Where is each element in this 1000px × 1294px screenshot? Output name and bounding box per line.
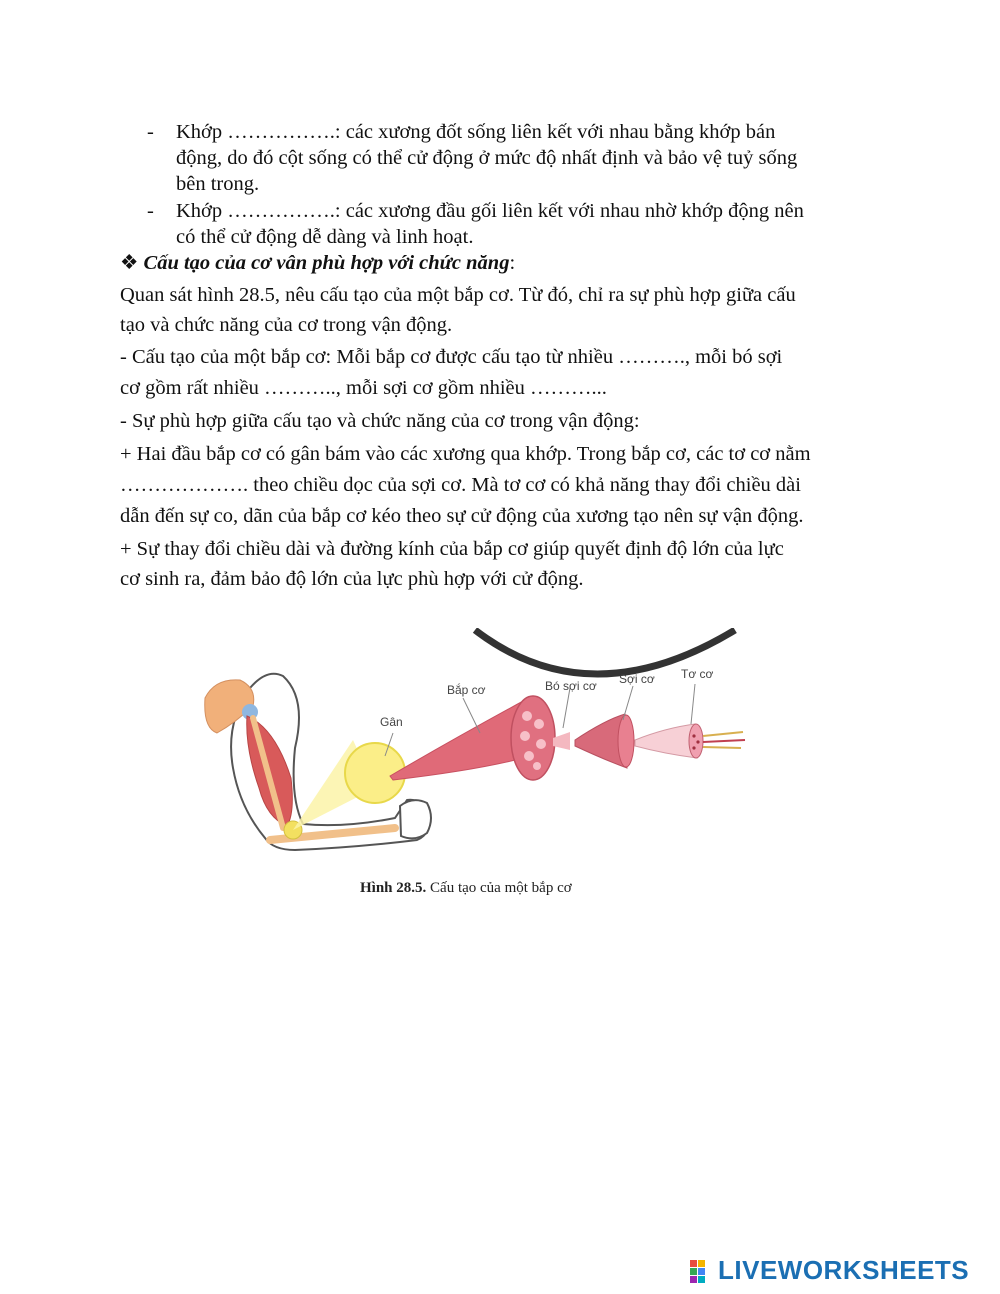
fascicle-dot (534, 719, 544, 729)
bullet-1-marker: - (147, 121, 154, 143)
intro-line-1: Quan sát hình 28.5, nêu cấu tạo của một bắp cơ. Từ đó, chỉ ra sự phù hợp giữa cấu (120, 284, 796, 306)
bullet-1-line-1: Khớp …………….: các xương đốt sống liên kết với nhau bằng khớp bán (176, 121, 776, 143)
label-gan: Gân (380, 715, 403, 729)
label-bo-soi-co: Bó sợi cơ (545, 679, 597, 693)
section-heading-text: Cấu tạo của cơ vân phù hợp với chức năng (143, 252, 510, 274)
fit-point-2-line-2: cơ sinh ra, đảm bảo độ lớn của lực phù hợp với cử động. (120, 568, 584, 590)
liveworksheets-logo (688, 1253, 988, 1287)
muscle-structure-figure (195, 628, 770, 863)
label-to-co: Tơ cơ (681, 667, 714, 681)
bullet-1-line-3: bên trong. (176, 173, 260, 195)
myofilament (703, 747, 741, 748)
myofibril-dot (696, 740, 699, 743)
bullet-1-line-2: động, do đó cột sống có thể cử động ở mức độ nhất định và bảo vệ tuỷ sống (176, 147, 798, 169)
label-line-bap-co (463, 698, 480, 733)
figure-caption (360, 880, 572, 897)
fit-point-1-line-2: ………………. theo chiều dọc của sợi cơ. Mà tơ cơ có khả năng thay đổi chiều dài (120, 474, 801, 496)
liveworksheets-logo-text: LIVEWORKSHEETS (718, 1255, 970, 1285)
fit-point-1-line-1: + Hai đầu bắp cơ có gân bám vào các xương qua khớp. Trong bắp cơ, các tơ cơ nằm (120, 443, 811, 465)
myofilament (703, 732, 743, 736)
myofibril-dot (692, 746, 695, 749)
bullet-2-line-2: có thể cử động dễ dàng và linh hoạt. (176, 226, 474, 248)
muscle-structure-illustration (195, 628, 770, 863)
label-line-soi-co (623, 686, 633, 720)
bullet-2-line-1: Khớp …………….: các xương đầu gối liên kết với nhau nhờ khớp động nên (176, 200, 804, 222)
liveworksheets-logo-icon (688, 1253, 714, 1287)
fascicle-end (618, 715, 634, 767)
fiber-end (689, 724, 703, 758)
myofibril-dot (692, 734, 695, 737)
label-soi-co: Sợi cơ (619, 672, 655, 686)
section-heading-colon: : (509, 252, 516, 274)
fascicle-dot (533, 762, 541, 770)
label-line-to-co (691, 684, 695, 724)
label-line-bo-soi-co (563, 688, 570, 728)
myofilament (703, 740, 745, 742)
figure-caption-number: Hình 28.5. (360, 880, 427, 896)
fit-point-1-line-3: dẫn đến sự co, dãn của bắp cơ kéo theo sự cử động của xương tạo nên sự vận động. (120, 505, 804, 527)
bullet-2-marker: - (147, 200, 154, 222)
muscle-cross-section (511, 696, 555, 780)
label-bap-co: Bắp cơ (447, 683, 486, 697)
fit-point-2-line-1: + Sự thay đổi chiều dài và đường kính của bắp cơ giúp quyết định độ lớn của lực (120, 538, 784, 560)
fascicle-dot (520, 731, 530, 741)
muscle-fiber (635, 724, 697, 758)
fascicle-dot (524, 751, 534, 761)
fascicle-dot (522, 711, 532, 721)
structure-line-1: - Cấu tạo của một bắp cơ: Mỗi bắp cơ được cấu tạo từ nhiều ………., mỗi bó sợi (120, 346, 783, 368)
figure-caption-text: Cấu tạo của một bắp cơ (426, 880, 572, 896)
fist-icon (400, 800, 431, 838)
section-symbol: ❖ (120, 252, 139, 274)
section-heading (120, 250, 515, 276)
intro-line-2: tạo và chức năng của cơ trong vận động. (120, 314, 453, 336)
structure-line-2: cơ gồm rất nhiều ……….., mỗi sợi cơ gồm nhiều ………... (120, 377, 607, 399)
fit-intro-line: - Sự phù hợp giữa cấu tạo và chức năng của cơ trong vận động: (120, 410, 640, 432)
fascicle-dot (536, 739, 546, 749)
